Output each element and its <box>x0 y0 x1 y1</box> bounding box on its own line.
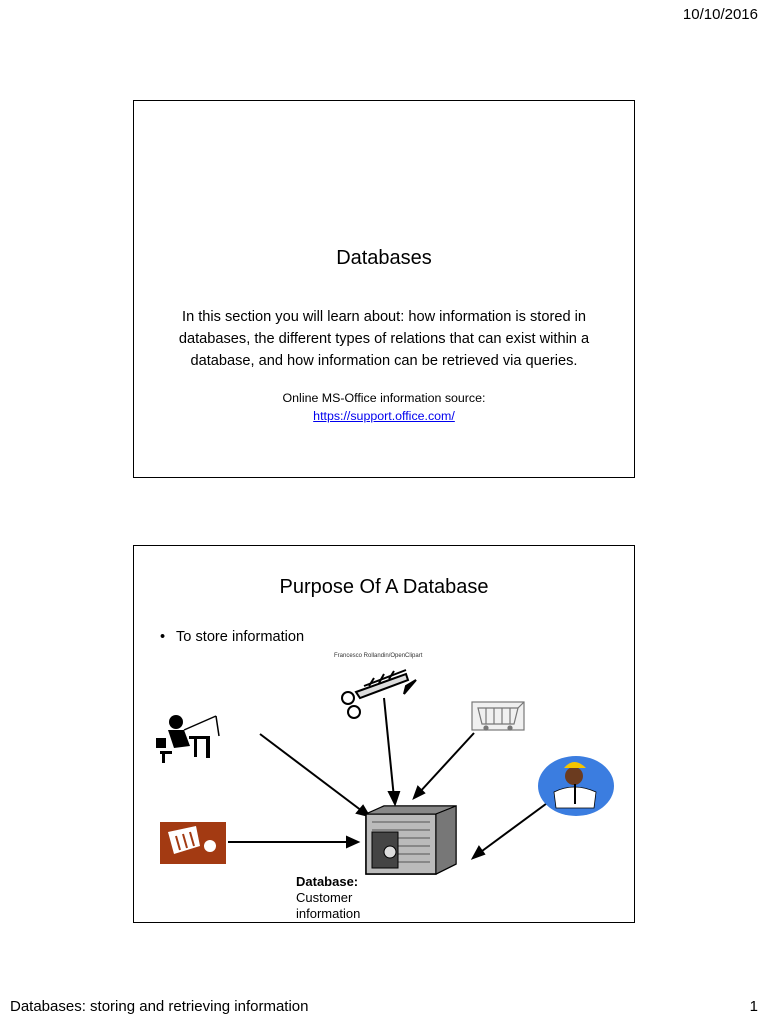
slide1-body: In this section you will learn about: how information is stored in databases, the different types of relations that can exist within a database, and how information can be retrieved via queries. <box>178 309 590 369</box>
arrow-head-icon <box>473 847 484 858</box>
bullet-text: To store information <box>176 629 305 645</box>
image-credit: Francesco Rollandin/OpenClipart <box>334 653 423 659</box>
hand-paper-icon <box>160 822 226 864</box>
database-caption <box>296 874 376 922</box>
database-caption-text: Customer information <box>296 890 361 921</box>
footer-title: Databases: storing and retrieving information <box>10 998 309 1015</box>
slide-purpose <box>133 545 635 923</box>
person-at-computer-icon <box>156 715 219 763</box>
arrow-head-icon <box>389 792 399 804</box>
scissors-icon <box>342 670 416 718</box>
shopping-cart-icon <box>472 702 524 730</box>
source-link[interactable]: https://support.office.com/ <box>313 409 455 423</box>
slide1-title: Databases <box>336 247 432 269</box>
slide2-title: Purpose Of A Database <box>279 576 489 598</box>
diagram <box>134 546 634 922</box>
safe-icon <box>366 806 456 874</box>
arrow-worker <box>478 798 554 854</box>
arrow-cart <box>418 733 474 794</box>
bullet-dot-icon: • <box>160 629 166 645</box>
worker-icon <box>538 756 614 816</box>
arrow-person <box>260 734 366 814</box>
arrow-scissors <box>384 698 394 798</box>
source-label: Online MS-Office information source: <box>282 391 486 405</box>
slide1-source <box>134 389 634 425</box>
header-date: 10/10/2016 <box>682 6 758 23</box>
database-caption-bold: Database: <box>296 874 359 889</box>
slide-databases <box>133 100 635 478</box>
page-number: 1 <box>749 998 758 1015</box>
arrow-head-icon <box>347 837 358 847</box>
